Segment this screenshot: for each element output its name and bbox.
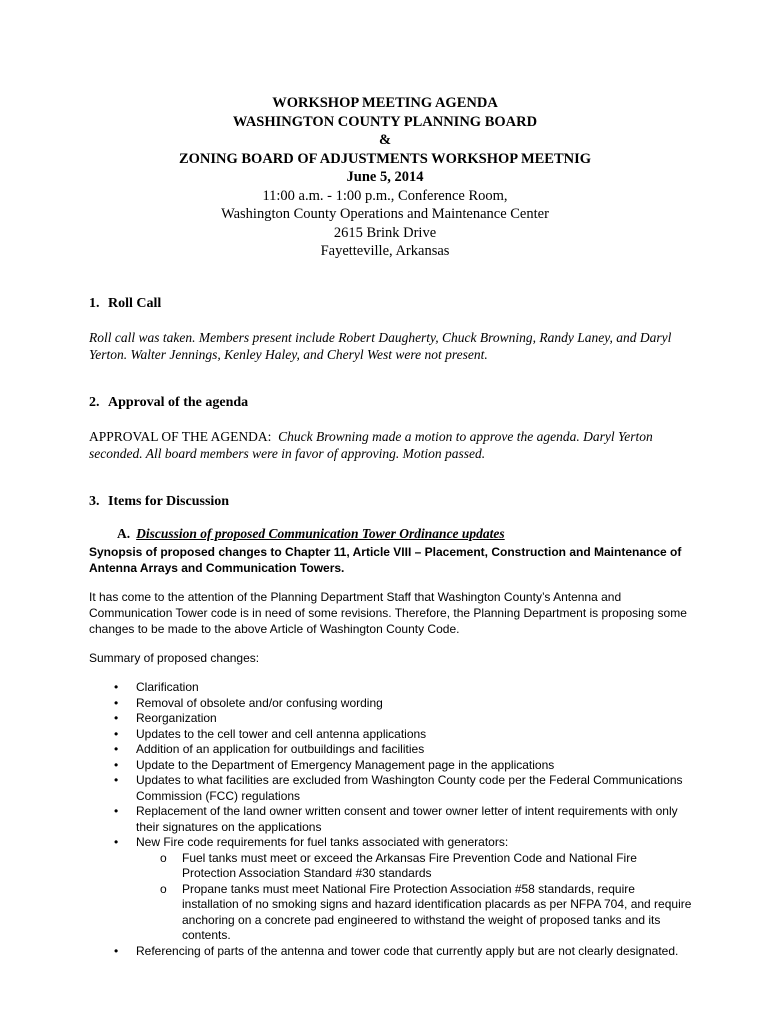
list-item-text: Reorganization [136,711,217,725]
section-heading-discussion [89,494,689,510]
summary-label: Summary of proposed changes: [89,651,260,665]
list-item-text: Update to the Department of Emergency Management page in the applications [136,757,555,772]
bullet-icon: • [114,943,119,958]
list-item [112,804,692,835]
sub-bullet-icon: o [160,881,167,896]
bullet-icon: • [114,711,119,725]
section-title: Items for Discussion [108,494,230,509]
changes-bullet-list [112,680,692,959]
sub-list-item [136,851,692,882]
list-item-text: Clarification [136,680,199,694]
roll-call-body: Roll call was taken. Members present include Robert Daugherty, Chuck Browning, Randy Laney, and Daryl Yerton. Walter Jennings, Kenley Haley, and Cheryl West were not present. [89,330,672,362]
approval-text [89,428,689,462]
header-ampersand: & [378,132,392,148]
roll-call-text [89,329,689,363]
list-item-text: Replacement of the land owner written consent and tower owner letter of intent requirements with only their signatures on the applications [136,804,678,834]
sub-bullet-icon: o [160,850,167,865]
list-item-text: Removal of obsolete and/or confusing wording [136,695,383,710]
header-street: 2615 Brink Drive [333,224,437,241]
list-item [112,727,692,743]
approval-body: Chuck Browning made a motion to approve the agenda. Daryl Yerton seconded. All board members were in favor of approving. Motion passed. [89,429,653,461]
intro-paragraph: It has come to the attention of the Planning Department Staff that Washington County’s Antenna and Communication Tower code is in need of some revisions. Therefore, the Planning Department is proposing some changes to be made to the above Article of Washington County Code. [89,590,687,636]
list-item [112,835,692,944]
bullet-icon: • [114,680,119,694]
list-item [112,742,692,758]
bullet-icon: • [114,726,119,741]
section-heading-approval [89,395,689,411]
bullet-icon: • [114,742,119,756]
header-board: WASHINGTON COUNTY PLANNING BOARD [232,113,538,130]
section-number: 1. [89,296,100,311]
synopsis-text: Synopsis of proposed changes to Chapter 11, Article VIII – Placement, Construction and Maintenance of Antenna Arrays and Communication Towers. [89,545,682,575]
list-item [112,944,692,960]
list-item-text: New Fire code requirements for fuel tanks associated with generators: [136,835,509,849]
list-item [112,758,692,774]
section-heading-roll-call [89,296,689,312]
section-number: 2. [89,395,100,410]
bullet-icon: • [114,835,119,849]
bullet-icon: • [114,804,119,818]
list-item-text: Addition of an application for outbuildings and facilities [136,742,425,756]
subsection-heading [117,526,505,542]
section-title: Roll Call [108,296,162,311]
header-city: Fayetteville, Arkansas [320,243,450,259]
bullet-icon: • [114,695,119,710]
sub-list-item-text: Fuel tanks must meet or exceed the Arkansas Fire Prevention Code and National Fire Protection Association Standard #30 standards [182,850,637,880]
fire-code-sub-list [136,851,692,944]
section-number: 3. [89,494,100,509]
section-title: Approval of the agenda [108,395,249,410]
subsection-letter: A. [117,526,131,541]
header-time-place: 11:00 a.m. - 1:00 p.m., Conference Room, [262,187,508,204]
header-zoning-board: ZONING BOARD OF ADJUSTMENTS WORKSHOP MEETNIG [178,150,592,167]
list-item [112,711,692,727]
subsection-title: Discussion of proposed Communication Tower Ordinance updates [136,526,505,541]
bullet-icon: • [114,757,119,772]
list-item-text: Updates to the cell tower and cell antenna applications [136,726,427,741]
list-item-text: Referencing of parts of the antenna and tower code that currently apply but are not clearly designated. [136,943,679,958]
list-item-text: Updates to what facilities are excluded from Washington County code per the Federal Communications Commission (FCC) regulations [136,773,683,803]
header-date: June 5, 2014 [346,169,424,185]
approval-label: APPROVAL OF THE AGENDA: [89,429,272,444]
bullet-icon: • [114,773,119,787]
list-item [112,773,692,804]
sub-list-item [136,882,692,944]
agenda-header [0,94,770,261]
list-item [112,680,692,696]
sub-list-item-text: Propane tanks must meet National Fire Protection Association #58 standards, require installation of no smoking signs and hazard identification placards as per NFPA 704, and require anchoring on a concrete pad engineered to withstand the weight of proposed tanks and its contents. [182,881,692,942]
list-item [112,696,692,712]
header-title: WORKSHOP MEETING AGENDA [272,95,498,111]
header-center: Washington County Operations and Maintenance Center [221,206,549,222]
